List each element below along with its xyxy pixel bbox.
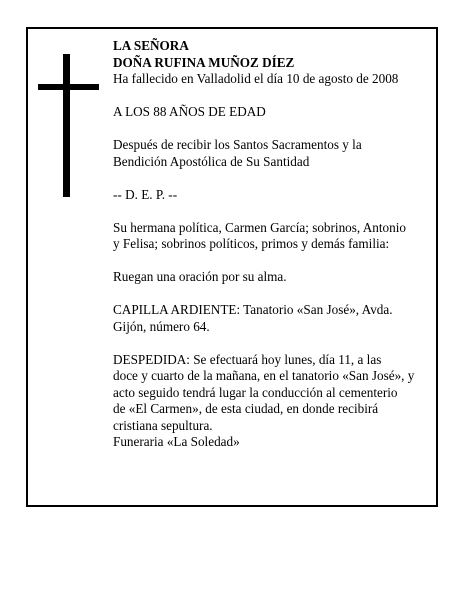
latin-cross-icon: [38, 54, 99, 197]
farewell-line-5: cristiana sepultura.: [113, 417, 213, 433]
prayer-request: Ruegan una oración por su alma.: [113, 269, 287, 284]
cross-horizontal-bar: [38, 84, 99, 90]
death-statement: Ha fallecido en Valladolid el día 10 de agosto de 2008: [113, 71, 399, 86]
farewell-line-4: de «El Carmen», de esta ciudad, en donde recibirá: [113, 401, 379, 416]
farewell-line-3: acto seguido tendrá lugar la conducción al cementerio: [113, 384, 398, 400]
obituary-text: [113, 38, 435, 451]
family-line-2: y Felisa; sobrinos políticos, primos y demás familia:: [113, 236, 390, 251]
chapel-line-2: Gijón, número 64.: [113, 318, 210, 334]
family-line-1: Su hermana política, Carmen García; sobrinos, Antonio: [113, 219, 406, 235]
age-statement: A LOS 88 AÑOS DE EDAD: [113, 104, 266, 119]
sacraments-line-2: Bendición Apostólica de Su Santidad: [113, 153, 310, 169]
deceased-name: DOÑA RUFINA MUÑOZ DÍEZ: [113, 54, 295, 70]
cross-vertical-bar: [63, 54, 70, 197]
sacraments-line-1: Después de recibir los Santos Sacramentos y la: [113, 137, 362, 152]
chapel-line-1: CAPILLA ARDIENTE: Tanatorio «San José», Avda.: [113, 302, 393, 317]
title-line-1: LA SEÑORA: [113, 38, 189, 53]
funeral-home: Funeraria «La Soledad»: [113, 434, 240, 449]
farewell-line-1: DESPEDIDA: Se efectuará hoy lunes, día 11, a las: [113, 351, 382, 367]
farewell-line-2: doce y cuarto de la mañana, en el tanatorio «San José», y: [113, 368, 415, 383]
rip-line: -- D. E. P. --: [113, 186, 178, 202]
